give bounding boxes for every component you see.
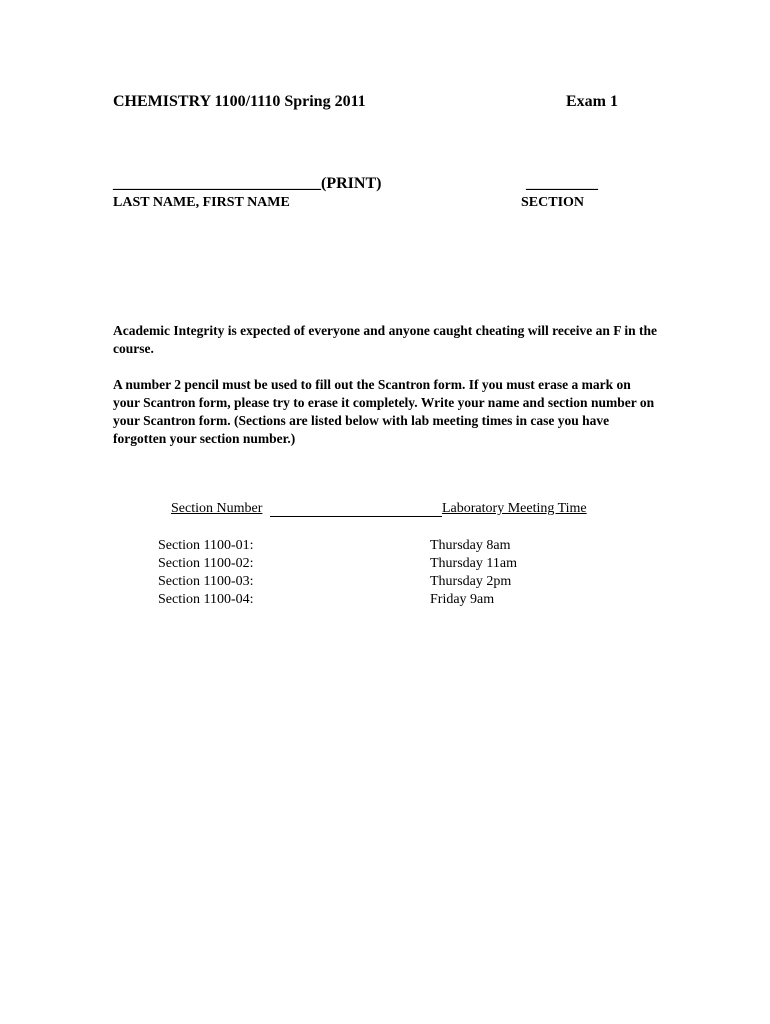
- exam-title: Exam 1: [566, 93, 618, 110]
- academic-integrity-paragraph: Academic Integrity is expected of everyone and anyone caught cheating will receive an F in the course.: [113, 323, 658, 356]
- section-cell: Section 1100-04:: [158, 592, 254, 607]
- header-underline: [270, 516, 442, 517]
- section-line: _________: [526, 175, 598, 192]
- lab-time-cell: Thursday 11am: [430, 556, 517, 571]
- lab-time-header: Laboratory Meeting Time: [442, 501, 587, 516]
- section-cell: Section 1100-03:: [158, 574, 254, 589]
- section-list: [158, 537, 254, 609]
- lab-time-list: [430, 537, 517, 609]
- lab-time-cell: Friday 9am: [430, 592, 495, 607]
- name-print-line: __________________________(PRINT): [113, 175, 382, 192]
- name-label: LAST NAME, FIRST NAME: [113, 195, 290, 210]
- section-number-header: Section Number: [171, 501, 263, 516]
- section-label: SECTION: [521, 195, 585, 210]
- lab-time-cell: Thursday 8am: [430, 538, 511, 553]
- scantron-instructions-paragraph: A number 2 pencil must be used to fill out the Scantron form. If you must erase a mark on your Scantron form, please try to erase it completely. Write your name and section number on your Scantron form. (Sections are listed below with lab meeting times in case you have forgotten your section number.): [113, 377, 655, 446]
- section-cell: Section 1100-02:: [158, 556, 254, 571]
- course-title: CHEMISTRY 1100/1110 Spring 2011: [113, 93, 366, 110]
- lab-time-cell: Thursday 2pm: [430, 574, 512, 589]
- section-cell: Section 1100-01:: [158, 538, 254, 553]
